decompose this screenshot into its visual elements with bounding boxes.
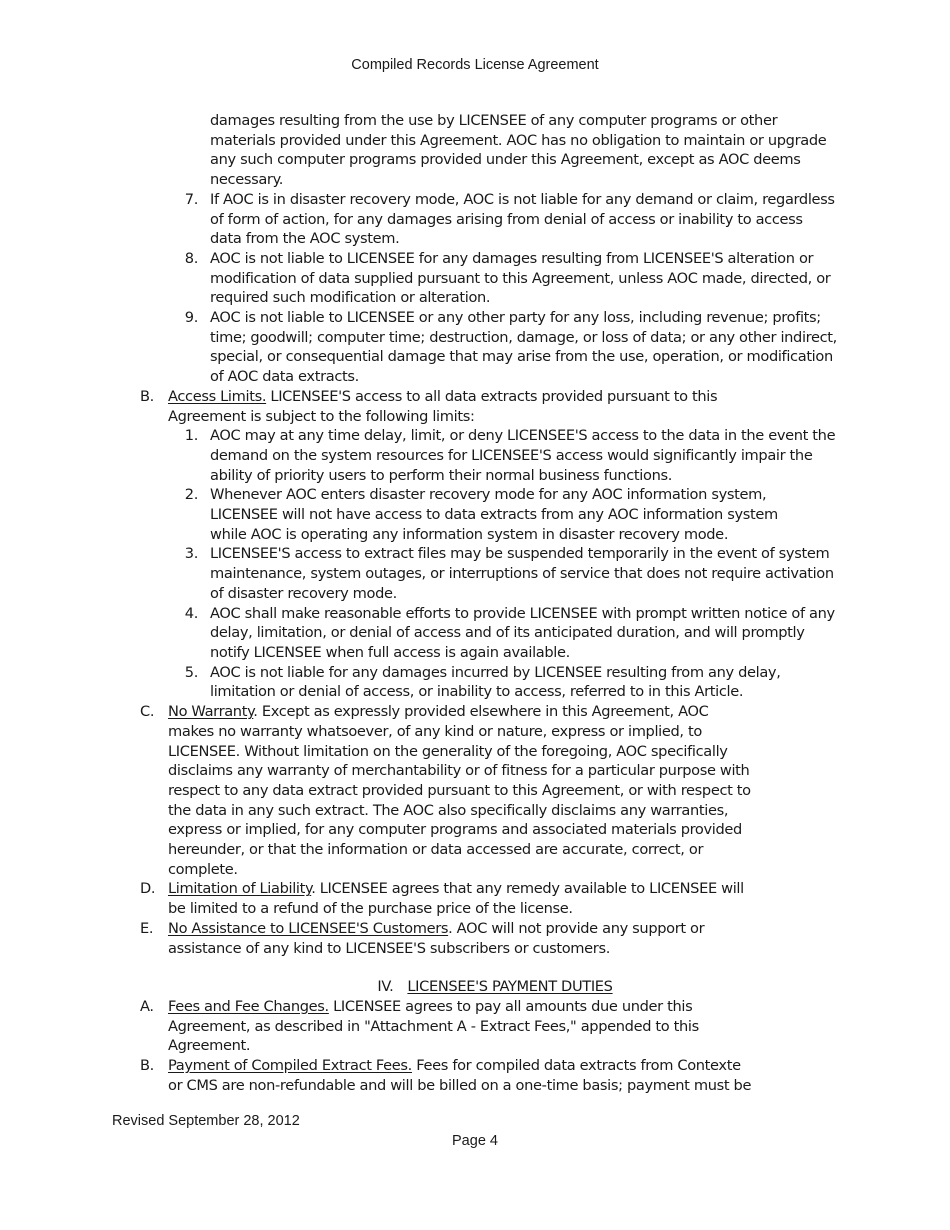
section-body: LICENSEE agrees to pay all amounts due under this Agreement, as described in "Attachment A - Extract Fees," appended to this Agreement. <box>168 997 699 1055</box>
item-text: AOC is not liable to LICENSEE or any other party for any loss, including revenue; profits; time; goodwill; computer time; destruction, damage, or loss of data; or any other indirect, special, or consequential damage that may arise from the use, operation, or modification of AOC data extracts. <box>210 309 837 386</box>
item-text: AOC is not liable to LICENSEE for any damages resulting from LICENSEE'S alteration or modification of data supplied pursuant to this Agreement, unless AOC made, directed, or required such modification or alteration. <box>210 249 831 307</box>
section-heading-title: LICENSEE'S PAYMENT DUTIES <box>407 978 613 996</box>
document-body <box>0 111 950 1095</box>
list-item-5 <box>0 663 950 702</box>
item-text: AOC shall make reasonable efforts to provide LICENSEE with prompt written notice of any delay, limitation, or denial of access and of its anticipated duration, and will promptly notify LICENSEE when full access is again available. <box>210 604 835 661</box>
paragraph-text: damages resulting from the use by LICENSEE of any computer programs or other materials provided under this Agreement. AOC has no obligation to maintain or upgrade any such computer programs provided under this Agreement, except as AOC deems necessary. <box>210 112 827 189</box>
section-b-access-limits <box>0 387 950 426</box>
section-title: Access Limits. <box>168 387 267 405</box>
section-title: Payment of Compiled Extract Fees. <box>168 1057 412 1075</box>
section-body: . Except as expressly provided elsewhere in this Agreement, AOC makes no warranty whatsoever, of any kind or nature, express or implied, to LICENSEE. Without limitation on the generality of the foregoing, AOC specifically disclaims any warranty of merchantability or of fitness for a particular purpose with respect to any data extract provided pursuant to this Agreement, or with respect to the data in any such extract. The AOC also specifically disclaims any warranties, express or implied, for any computer programs and associated materials provided hereunder, or that the information or data accessed are accurate, correct, or complete. <box>168 703 751 878</box>
section-title: Fees and Fee Changes. <box>168 997 329 1015</box>
section-letter: C. <box>140 703 155 721</box>
item-text: AOC is not liable for any damages incurred by LICENSEE resulting from any delay, limitation or denial of access, or inability to access, referred to in this Article. <box>210 663 781 701</box>
section-body: . LICENSEE agrees that any remedy available to LICENSEE will be limited to a refund of the purchase price of the license. <box>168 880 744 918</box>
item-text: LICENSEE'S access to extract files may be suspended temporarily in the event of system maintenance, system outages, or interruptions of service that does not require activation of disaster recovery mode. <box>210 545 834 602</box>
list-item-3 <box>0 544 950 603</box>
list-item-7 <box>0 190 950 249</box>
page-number: Page 4 <box>452 1133 498 1149</box>
section-iv-b-payment <box>0 1056 950 1095</box>
item-number: 5. <box>184 663 198 681</box>
list-item-1 <box>0 426 950 485</box>
item-number: 1. <box>184 427 198 445</box>
section-title: Limitation of Liability <box>168 880 312 898</box>
section-d-limitation-of-liability <box>0 879 950 918</box>
section-e-no-assistance <box>0 919 950 958</box>
section-body: . AOC will not provide any support or assistance of any kind to LICENSEE'S subscribers or customers. <box>168 919 705 957</box>
item-number: 3. <box>184 545 198 563</box>
section-body: Fees for compiled data extracts from Contexte or CMS are non-refundable and will be billed on a one-time basis; payment must be <box>168 1057 752 1094</box>
list-item-9 <box>0 308 950 387</box>
section-text <box>168 997 758 1056</box>
item-number: 8. <box>184 249 198 267</box>
revision-date: Revised September 28, 2012 <box>112 1113 300 1129</box>
section-title: No Assistance to LICENSEE'S Customers <box>168 919 449 937</box>
item-number: 9. <box>184 309 198 327</box>
section-text <box>168 387 758 426</box>
section-letter: D. <box>140 880 156 898</box>
item-number: 7. <box>184 190 198 208</box>
section-text <box>168 879 758 918</box>
item-number: 4. <box>184 604 198 622</box>
list-item-2 <box>0 485 950 544</box>
section-letter: E. <box>140 919 154 937</box>
page-header: Compiled Records License Agreement <box>351 57 599 73</box>
list-item-8 <box>0 249 950 308</box>
section-text <box>168 702 758 879</box>
section-letter: B. <box>140 387 154 405</box>
section-letter: A. <box>140 997 154 1015</box>
section-letter: B. <box>140 1057 154 1075</box>
section-iv-a-fees <box>0 997 950 1056</box>
item-text: AOC may at any time delay, limit, or deny LICENSEE'S access to the data in the event the demand on the system resources for LICENSEE'S access would significantly impair the ability of priority users to perform their normal business functions. <box>210 427 836 484</box>
item-text: Whenever AOC enters disaster recovery mode for any AOC information system, LICENSEE will not have access to data extracts from any AOC information system while AOC is operating any information system in disaster recovery mode. <box>210 486 778 543</box>
section-text <box>168 1056 758 1095</box>
continuation-paragraph <box>0 111 950 190</box>
section-text <box>168 919 758 958</box>
item-number: 2. <box>184 486 198 504</box>
section-iv-heading <box>40 977 950 997</box>
section-title: No Warranty <box>168 703 254 721</box>
list-item-4 <box>0 604 950 663</box>
section-c-no-warranty <box>0 702 950 879</box>
section-body: LICENSEE'S access to all data extracts provided pursuant to this Agreement is subject to the following limits: <box>168 387 718 425</box>
section-numeral: IV. <box>377 978 394 996</box>
item-text: If AOC is in disaster recovery mode, AOC is not liable for any demand or claim, regardless of form of action, for any damages arising from denial of access or inability to access data from the AOC system. <box>210 190 835 248</box>
